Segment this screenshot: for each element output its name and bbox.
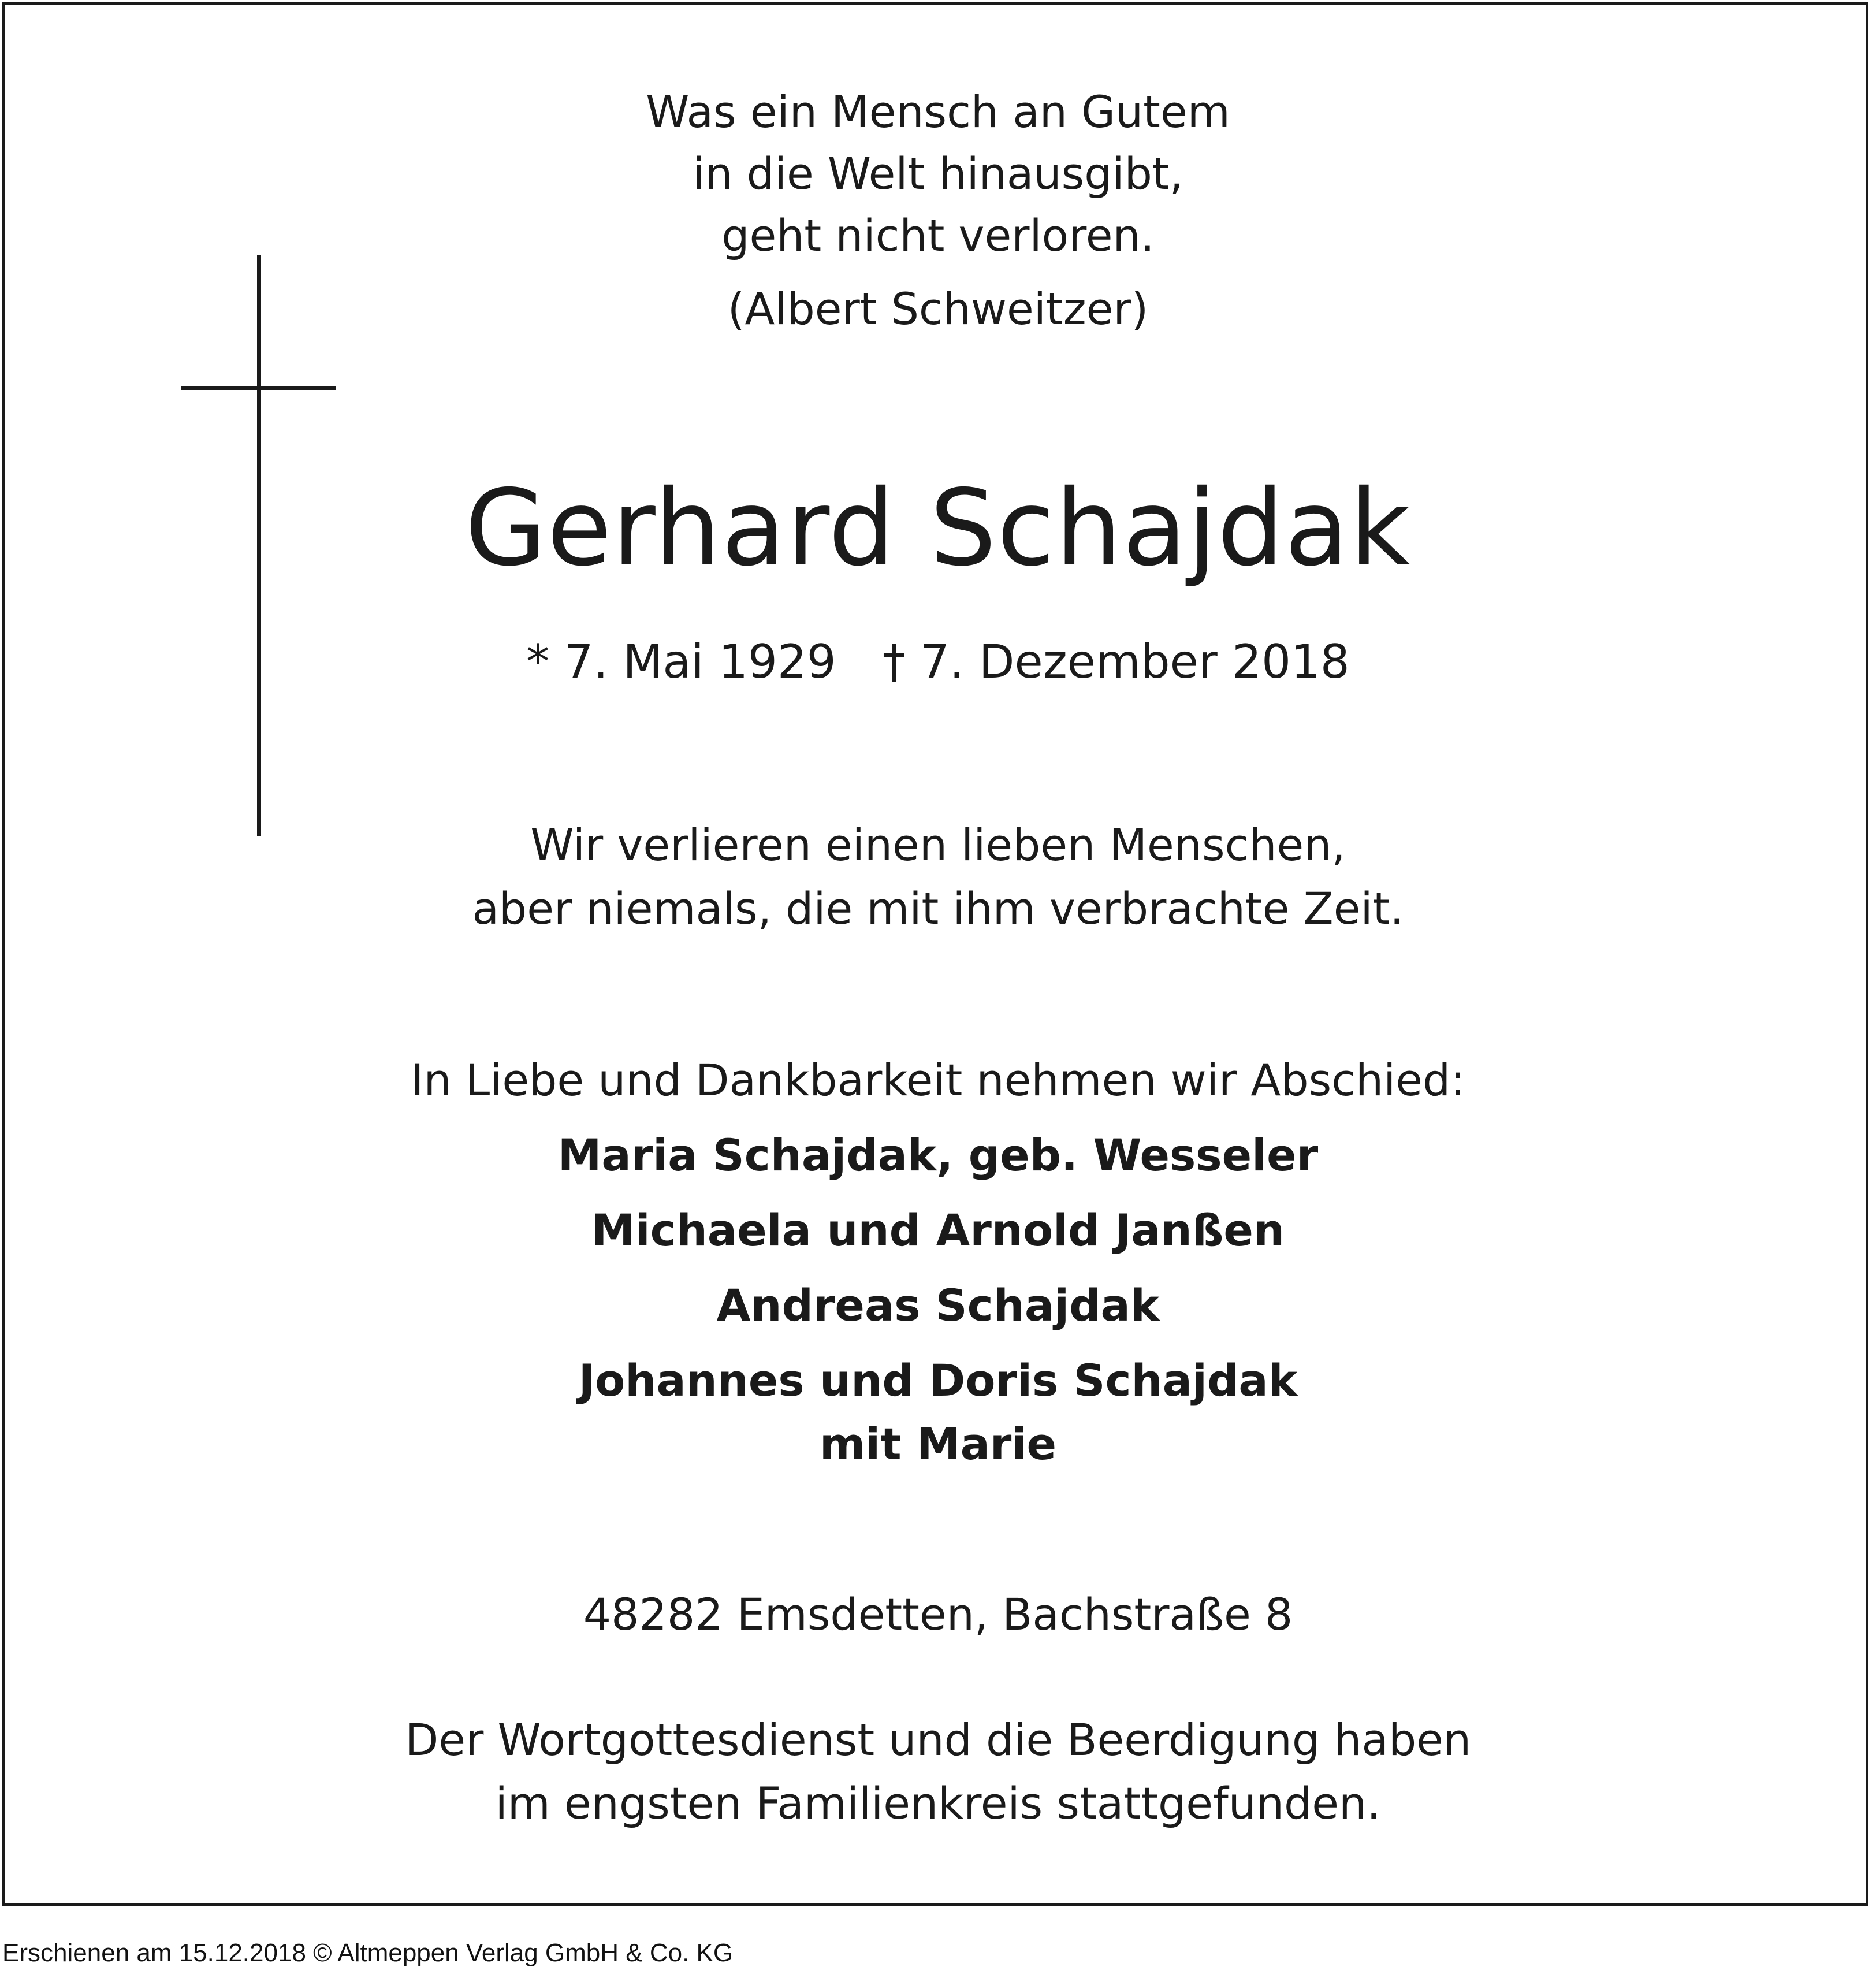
quote-line-3: geht nicht verloren.: [721, 210, 1155, 261]
quote-line-1: Was ein Mensch an Gutem: [646, 86, 1230, 137]
notice-line-2: im engsten Familienkreis stattgefunden.: [495, 1778, 1381, 1829]
saying-line-1: Wir verlieren einen lieben Menschen,: [530, 819, 1346, 871]
mourner-name: Andreas Schajdak: [716, 1280, 1160, 1331]
birth-date: * 7. Mai 1929: [526, 635, 836, 689]
life-dates: [0, 635, 1876, 689]
cross-icon-horizontal-bar: [181, 386, 336, 390]
publication-footer: Erschienen am 15.12.2018 © Altmeppen Verlag GmbH & Co. KG: [2, 1939, 734, 1967]
quote-line-2: in die Welt hinausgibt,: [693, 148, 1183, 199]
mourner-name: Johannes und Doris Schajdak: [578, 1355, 1298, 1406]
notice-line-1: Der Wortgottesdienst und die Beerdigung haben: [404, 1714, 1472, 1765]
mourners-intro: In Liebe und Dankbarkeit nehmen wir Abschied:: [411, 1054, 1465, 1106]
death-date: † 7. Dezember 2018: [882, 635, 1350, 689]
mourner-name: Maria Schajdak, geb. Wesseler: [557, 1129, 1319, 1181]
mourner-name: Michaela und Arnold Janßen: [591, 1204, 1285, 1256]
mourner-name: mit Marie: [819, 1418, 1057, 1470]
quote-author: (Albert Schweitzer): [727, 283, 1149, 334]
address: 48282 Emsdetten, Bachstraße 8: [583, 1589, 1293, 1640]
deceased-name: Gerhard Schajdak: [464, 467, 1411, 589]
saying-line-2: aber niemals, die mit ihm verbrachte Zeit.: [472, 883, 1404, 934]
